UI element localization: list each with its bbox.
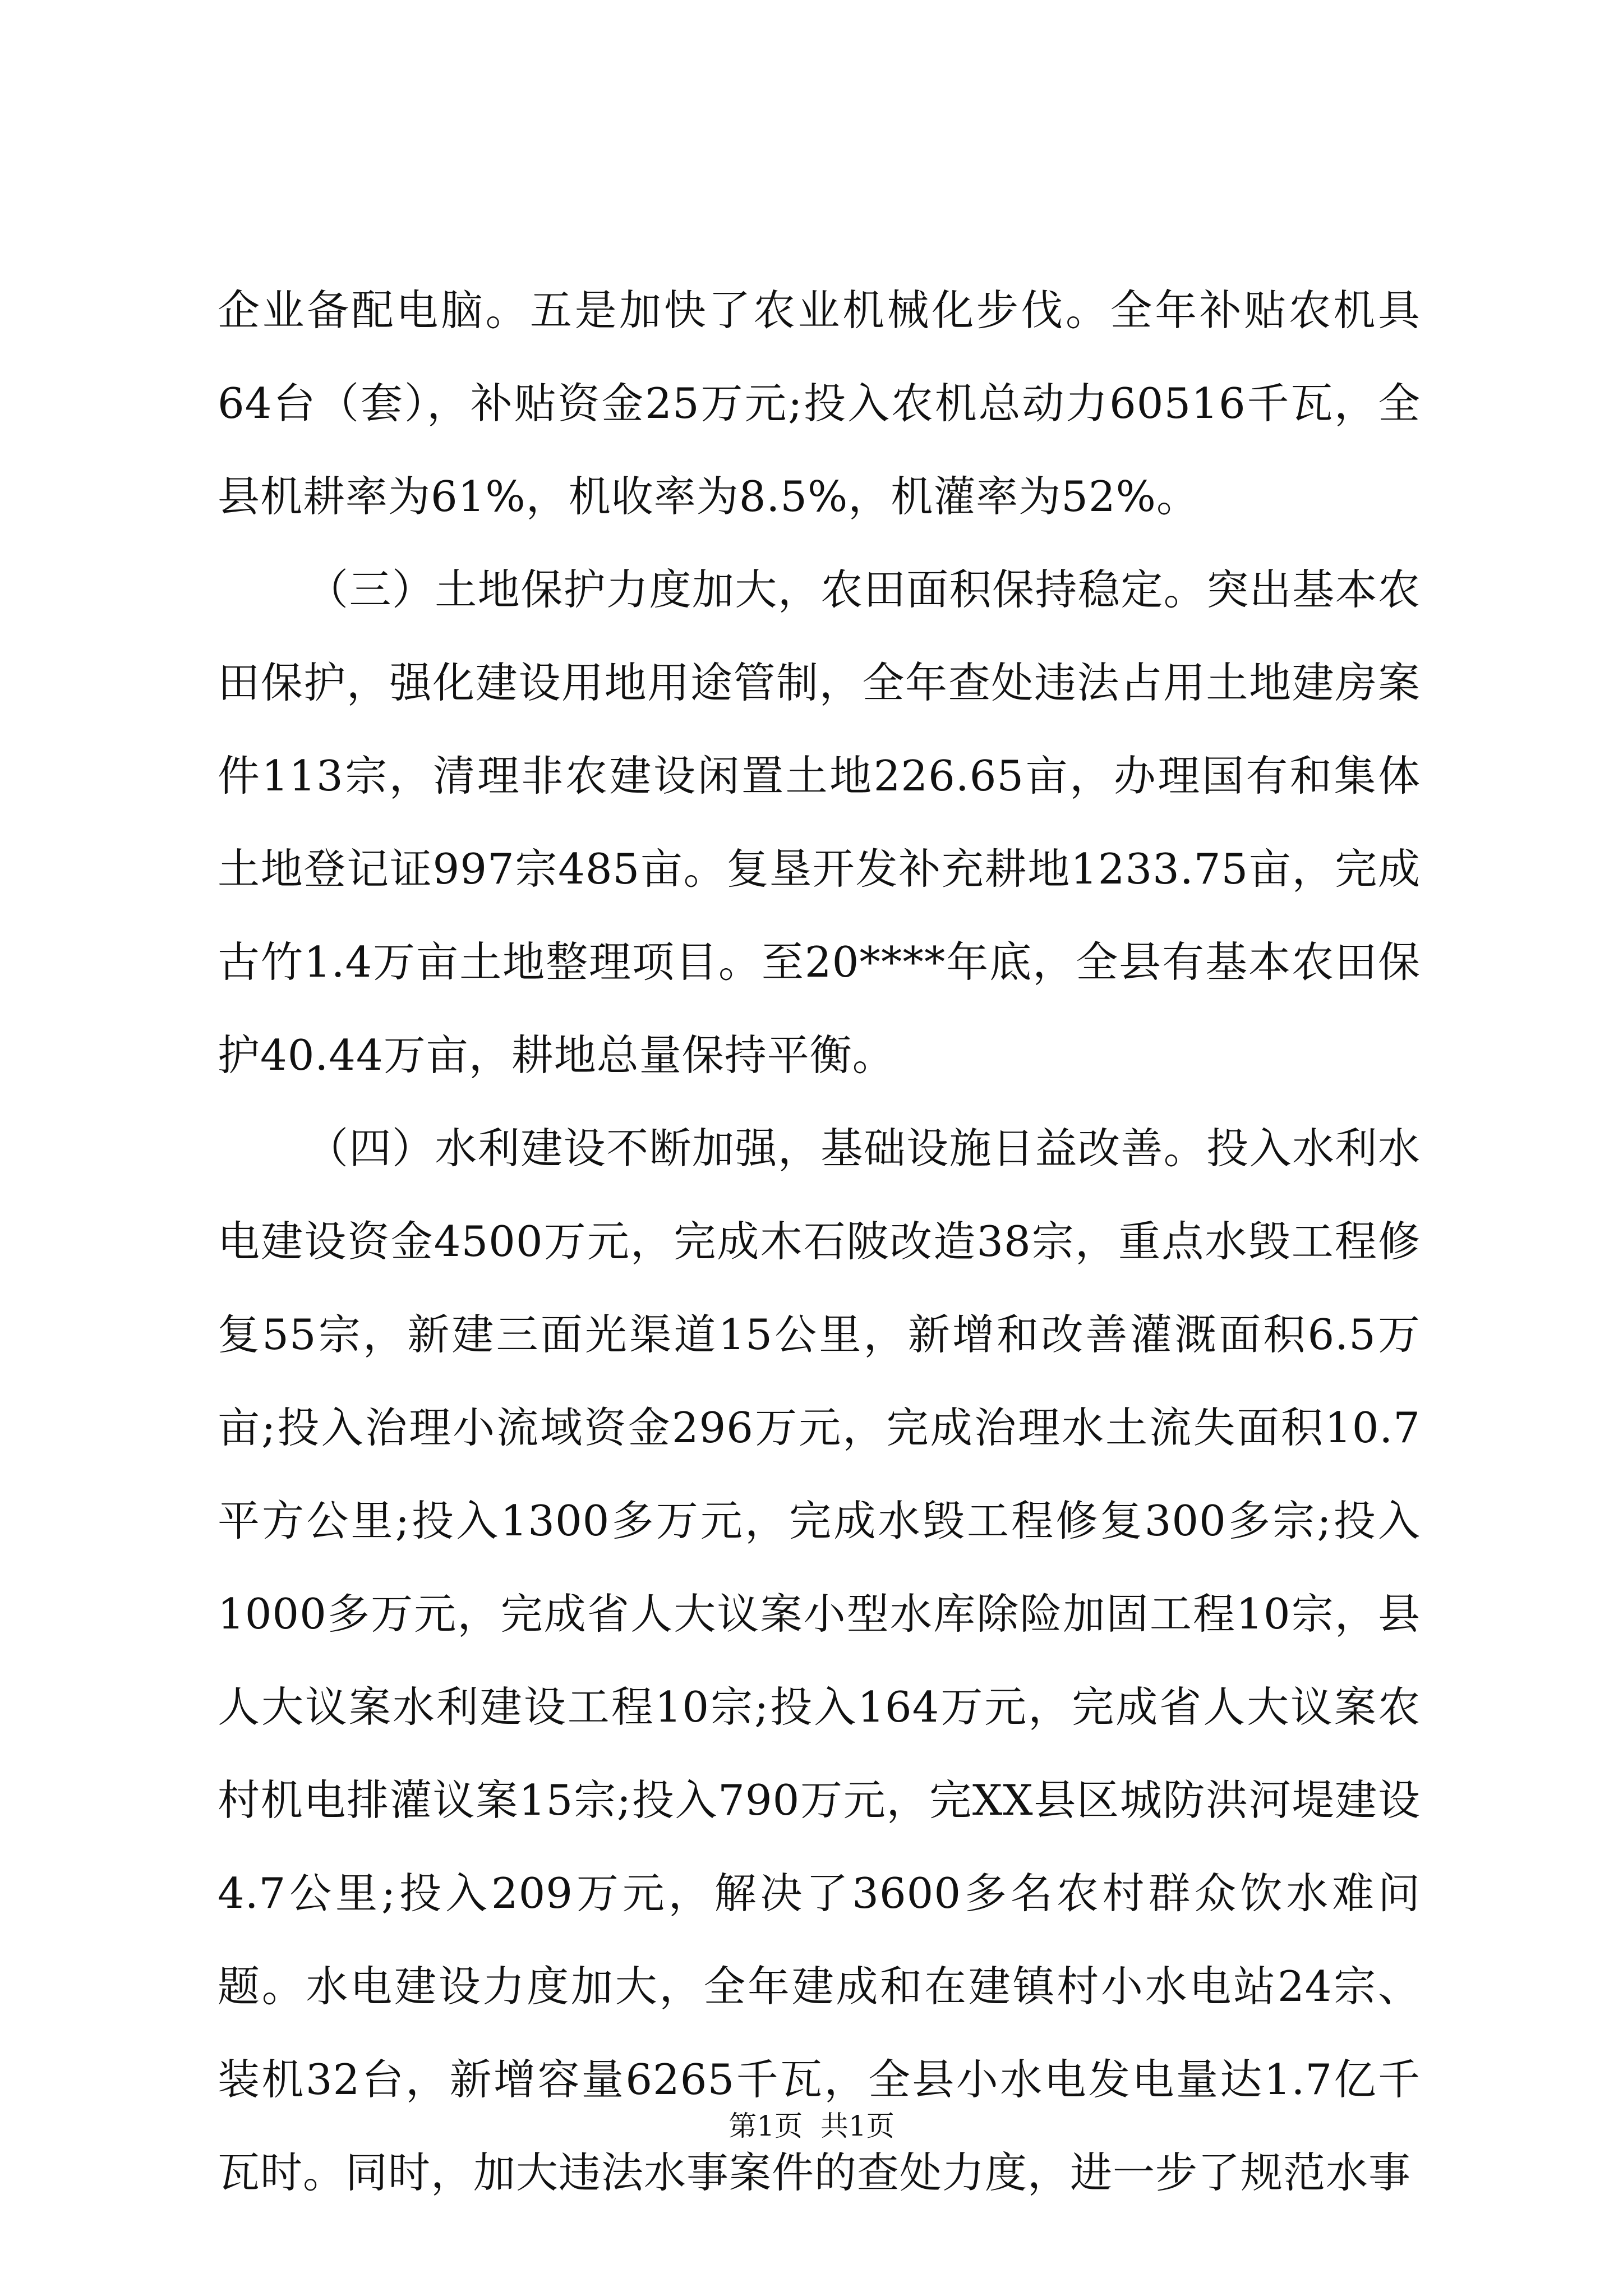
document-body [218, 264, 1421, 2219]
paragraph-2: （三）土地保护力度加大，农田面积保持稳定。突出基本农田保护，强化建设用地用途管制，全年查处违法占用土地建房案件113宗，清理非农建设闲置土地226.65亩，办理国有和集体土地登记证997宗485亩。复垦开发补充耕地1233.75亩，完成古竹1.4万亩土地整理项目。至20****年底，全县有基本农田保护40.44万亩，耕地总量保持平衡。 [218, 565, 1421, 1080]
page-footer: 第1页 共1页 [728, 2110, 895, 2142]
paragraph-1: 企业备配电脑。五是加快了农业机械化步伐。全年补贴农机具64台（套），补贴资金25万元;投入农机总动力60516千瓦，全县机耕率为61%，机收率为8.5%，机灌率为52%。 [218, 286, 1421, 521]
paragraph-3: （四）水利建设不断加强，基础设施日益改善。投入水利水电建设资金4500万元，完成木石陂改造38宗，重点水毁工程修复55宗，新建三面光渠道15公里，新增和改善灌溉面积6.5万亩;投入治理小流域资金296万元，完成治理水土流失面积10.7平方公里;投入1300多万元，完成水毁工程修复300多宗;投入1000多万元，完成省人大议案小型水库除险加固工程10宗，县人大议案水利建设工程10宗;投入164万元，完成省人大议案农村机电排灌议案15宗;投入790万元，完XX县区城防洪河堤建设4.7公里;投入209万元，解决了3600多名农村群众饮水难问题。水电建设力度加大，全年建成和在建镇村小水电站24宗、装机32台，新增容量6265千瓦，全县小水电发电量达1.7亿千瓦时。同时，加大违法水事案件的查处力度，进一步了规范水事 [218, 1124, 1421, 2197]
